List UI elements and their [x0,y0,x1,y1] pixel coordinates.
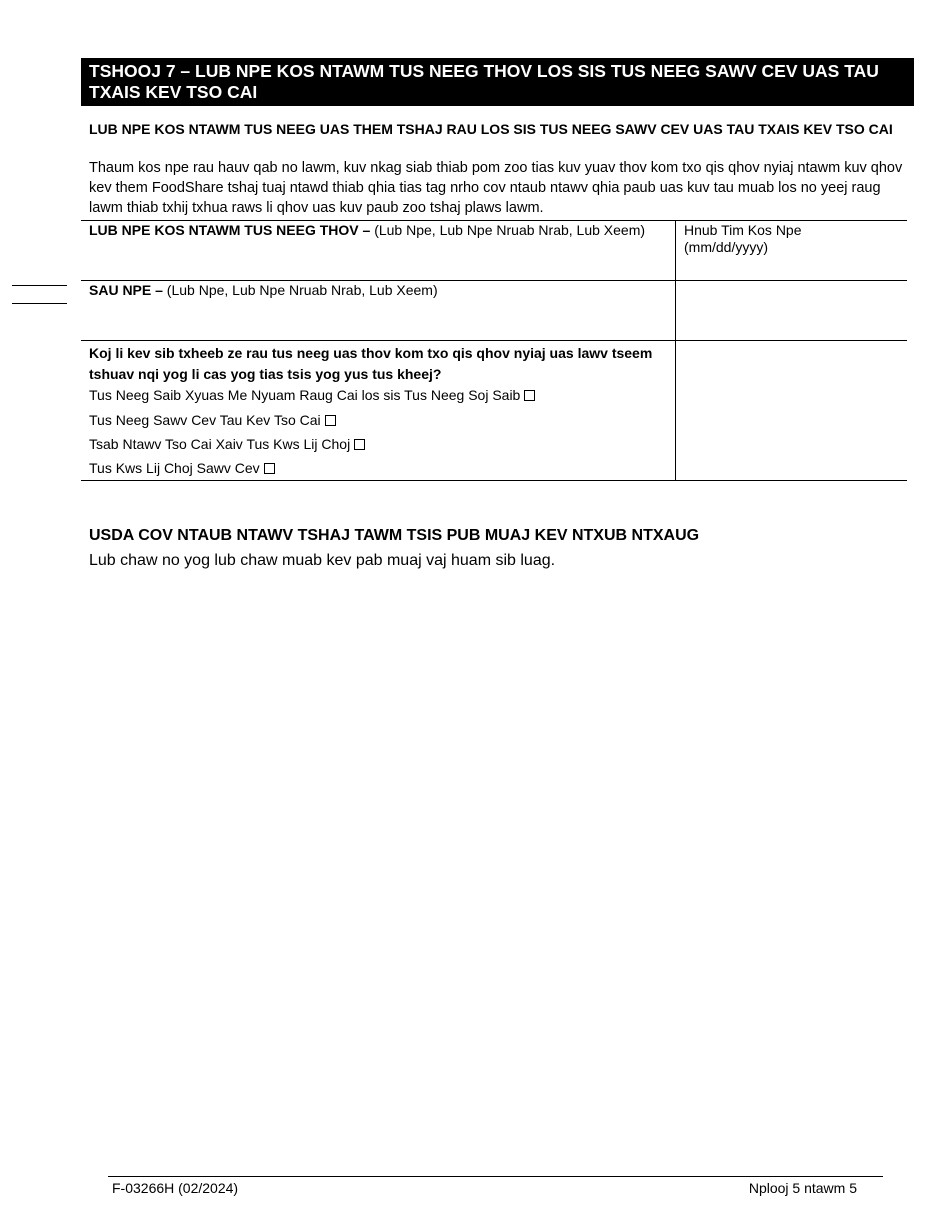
option-attorney[interactable] [89,459,275,477]
checkbox[interactable] [264,463,275,474]
print-name-right-cell[interactable] [684,282,904,338]
signature-label-detail: (Lub Npe, Lub Npe Nruab Nrab, Lub Xeem) [370,222,646,238]
section-title-rule [81,104,914,106]
signature-date-label: Hnub Tim Kos Npe (mm/dd/yyyy) [684,222,802,255]
checkbox[interactable] [325,415,336,426]
relationship-question: Koj li kev sib txheeb ze rau tus neeg uas thov kom txo qis qhov nyiaj uas lawv tseem tshuav nqi yog li cas yog tias tsis yog yus tus kheej? [89,345,653,382]
signature-table [81,220,907,481]
print-name-field[interactable] [89,282,659,299]
signature-heading: LUB NPE KOS NTAWM TUS NEEG UAS THEM TSHAJ RAU LOS SIS TUS NEEG SAWV CEV UAS TAU TXAIS KEV TSO CAI [89,121,893,137]
option-label: Tus Kws Lij Choj Sawv Cev [89,460,260,476]
column-divider [675,221,676,480]
usda-statement: Lub chaw no yog lub chaw muab kev pab muaj vaj huam sib luag. [89,552,556,569]
option-authorized-representative[interactable] [89,411,336,429]
usda-heading: USDA COV NTAUB NTAWV TSHAJ TAWM TSIS PUB MUAJ KEV NTXUB NTXAUG [89,527,700,544]
option-label: Tus Neeg Sawv Cev Tau Kev Tso Cai [89,412,321,428]
margin-mark [12,303,67,304]
print-name-label-detail: (Lub Npe, Lub Npe Nruab Nrab, Lub Xeem) [162,282,438,298]
form-id: F-03266H (02/2024) [112,1180,239,1196]
signature-date-field[interactable] [684,222,824,256]
section-title: TSHOOJ 7 – LUB NPE KOS NTAWM TUS NEEG THOV LOS SIS TUS NEEG SAWV CEV UAS TAU TXAIS KEV TSO CAI [81,58,914,104]
option-power-of-attorney[interactable] [89,435,365,453]
signature-intro: Thaum kos npe rau hauv qab no lawm, kuv nkag siab thiab pom zoo tias kuv yuav thov kom txo qis qhov nyiaj ntawm kuv qhov kev them FoodShare tshaj tuaj ntawd thiab qhia tias tag nrho cov ntaub ntawv qhia paub uas kuv tau muab los no yeej raug lawm thiab txhij txhua raws li qhov uas kuv paub zoo tshaj plaws lawm. [89,160,903,216]
signature-label: LUB NPE KOS NTAWM TUS NEEG THOV – [89,222,371,238]
signature-field[interactable] [89,222,659,239]
margin-mark [12,285,67,286]
option-label: Tus Neeg Saib Xyuas Me Nyuam Raug Cai los sis Tus Neeg Soj Saib [89,387,521,403]
footer-rule [108,1176,883,1177]
print-name-label: SAU NPE – [89,282,163,298]
checkbox[interactable] [354,439,365,450]
checkbox[interactable] [524,390,535,401]
row-divider [81,280,907,281]
page-number: Nplooj 5 ntawm 5 [748,1180,857,1196]
option-guardian[interactable] [89,386,535,404]
row-divider [81,340,907,341]
option-label: Tsab Ntawv Tso Cai Xaiv Tus Kws Lij Choj [89,436,351,452]
